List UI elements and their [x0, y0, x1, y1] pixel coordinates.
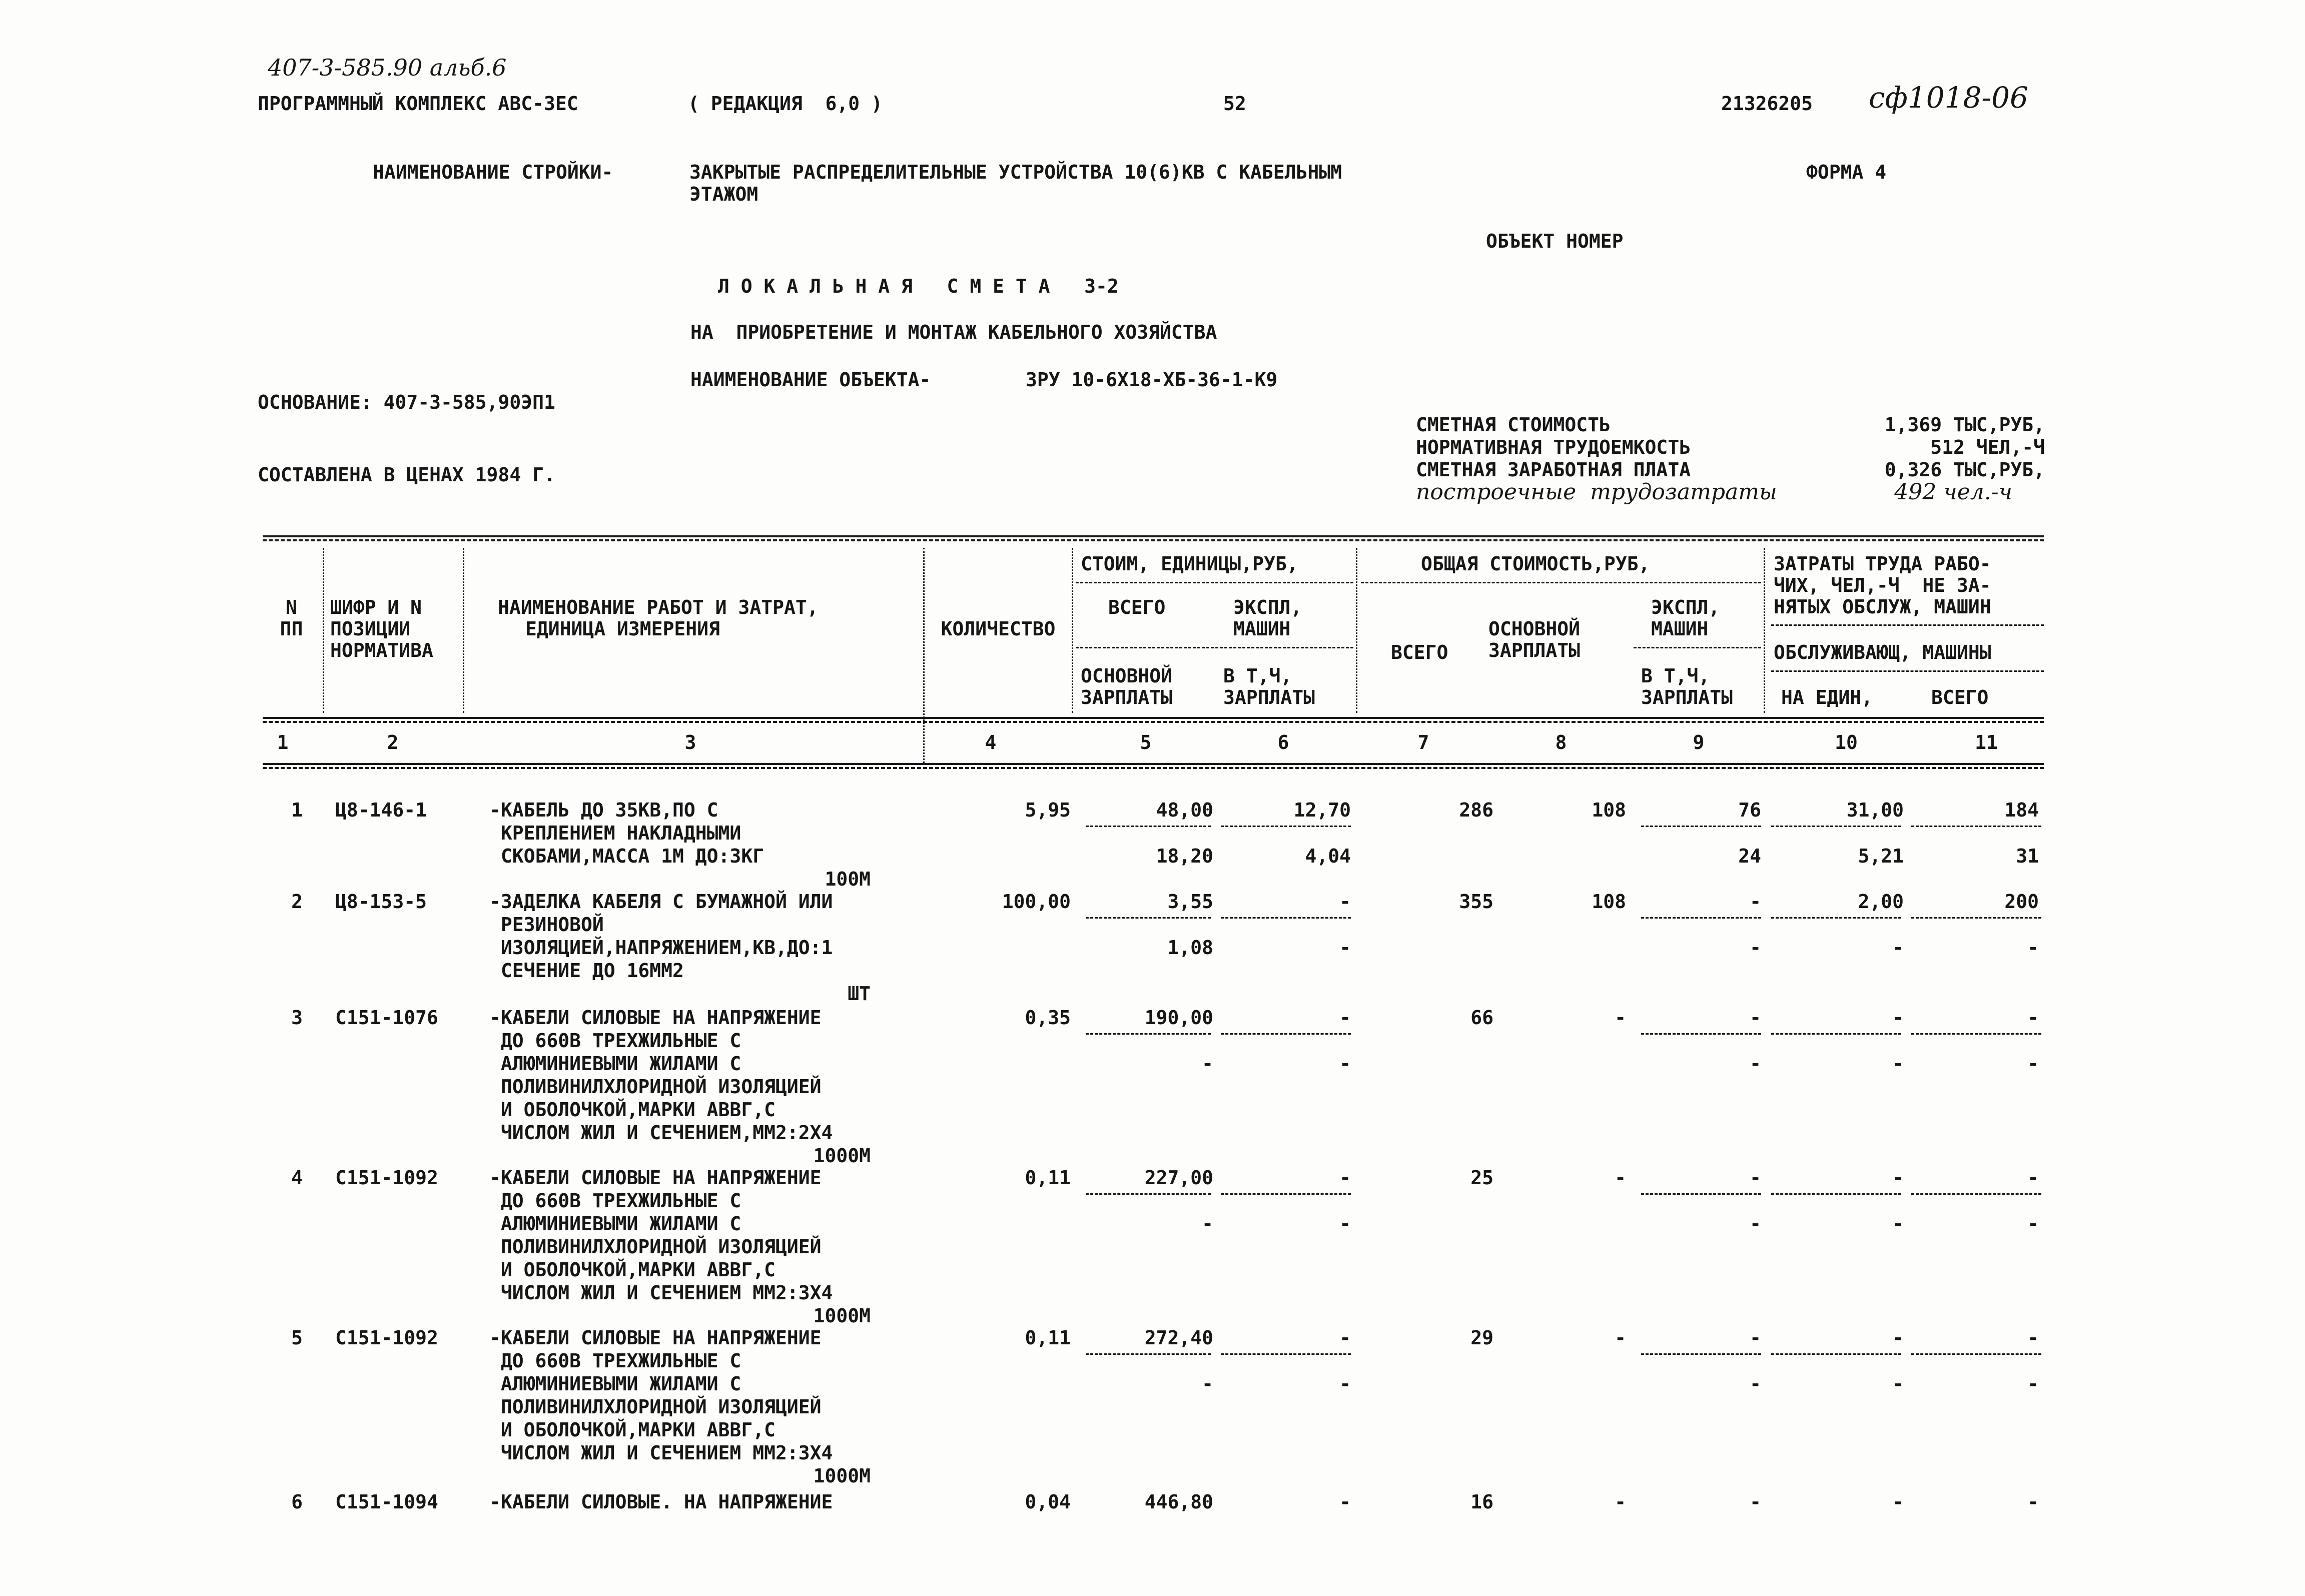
handwritten-album-code: 407-3-585.90 альб.6 — [268, 54, 507, 81]
header-total-incl-wage: ЗАРПЛАТЫ — [1641, 686, 1733, 708]
cell-qty: 0,11 — [1025, 1167, 1071, 1189]
cell-separator — [1771, 1353, 1901, 1355]
cell-separator — [1771, 826, 1901, 827]
header-quantity: КОЛИЧЕСТВО — [941, 618, 1056, 640]
cell-separator — [1771, 917, 1901, 919]
cell-separator — [1771, 1033, 1901, 1035]
construction-label: НАИМЕНОВАНИЕ СТРОЙКИ- — [373, 161, 613, 183]
work-description: -ЗАДЕЛКА КАБЕЛЯ С БУМАЖНОЙ ИЛИ — [489, 891, 833, 913]
handwritten-stamp: сф1018-06 — [1869, 81, 2028, 115]
header-rule — [263, 767, 2044, 769]
position-code: С151-1076 — [335, 1007, 438, 1029]
cell-t-incl: - — [1750, 1053, 1761, 1075]
work-description: АЛЮМИНИЕВЫМИ ЖИЛАМИ С — [489, 1373, 741, 1395]
cell-separator — [1641, 1193, 1761, 1195]
cell-separator — [1641, 1353, 1761, 1355]
cell-l-unit: - — [1892, 1491, 1904, 1513]
work-description: АЛЮМИНИЕВЫМИ ЖИЛАМИ С — [489, 1213, 741, 1235]
cell-t-incl: - — [1750, 1373, 1761, 1395]
header-total-wage: ЗАРПЛАТЫ — [1488, 639, 1581, 661]
object-name-value: ЗРУ 10-6Х18-ХБ-36-1-К9 — [1026, 369, 1278, 391]
work-description: ЧИСЛОМ ЖИЛ И СЕЧЕНИЕМ,ММ2:2Х4 — [489, 1122, 833, 1144]
cell-t-wage: 108 — [1592, 891, 1626, 913]
cell-num: 2 — [291, 891, 303, 913]
column-number: 2 — [387, 731, 399, 753]
cell-u-incl: - — [1339, 1053, 1351, 1075]
summary-label: СМЕТНАЯ ЗАРАБОТНАЯ ПЛАТА — [1416, 459, 1691, 481]
cell-u-total: 3,55 — [1167, 891, 1213, 913]
cell-u-mach: - — [1339, 891, 1351, 913]
cell-t-wage: - — [1615, 1007, 1626, 1029]
column-number: 3 — [684, 731, 696, 753]
header-row-number: ПП — [280, 618, 303, 640]
cell-num: 5 — [291, 1327, 303, 1349]
header-code: НОРМАТИВА — [330, 639, 433, 661]
cell-u-incl: 4,04 — [1305, 845, 1351, 867]
cell-num: 1 — [291, 799, 303, 821]
work-description: И ОБОЛОЧКОЙ,МАРКИ АВВГ,С — [489, 1419, 776, 1441]
estimate-title: Л О К А Л Ь Н А Я С М Е Т А 3-2 — [718, 275, 1119, 297]
cell-t-total: 355 — [1459, 891, 1493, 913]
cell-u-wage: - — [1202, 1053, 1213, 1075]
header-total-incl-wage: В Т,Ч, — [1641, 665, 1710, 687]
work-description: -КАБЕЛИ СИЛОВЫЕ НА НАПРЯЖЕНИЕ — [489, 1327, 822, 1349]
header-unit-machines: ЭКСПЛ, — [1233, 596, 1302, 618]
work-description: ДО 660В ТРЕХЖИЛЬНЫЕ С — [489, 1030, 741, 1052]
cell-l-total: 184 — [2004, 799, 2039, 821]
cell-qty: 100,00 — [1002, 891, 1071, 913]
header-code: ШИФР И N — [330, 596, 422, 618]
header-subrule — [1361, 582, 1761, 583]
work-description: ПОЛИВИНИЛХЛОРИДНОЙ ИЗОЛЯЦИЕЙ — [489, 1076, 822, 1098]
header-unit-incl-wage: ЗАРПЛАТЫ — [1223, 686, 1315, 708]
cell-m-unit: - — [1892, 1053, 1904, 1075]
column-divider — [463, 548, 464, 713]
summary-label: СМЕТНАЯ СТОИМОСТЬ — [1416, 414, 1611, 436]
cell-num: 3 — [291, 1007, 303, 1029]
column-number: 11 — [1975, 731, 1998, 753]
work-description: -КАБЕЛИ СИЛОВЫЕ. НА НАПРЯЖЕНИЕ — [489, 1491, 833, 1513]
cell-t-incl: - — [1750, 1213, 1761, 1235]
program-name: ПРОГРАММНЫЙ КОМПЛЕКС АВС-3ЕС — [258, 93, 578, 115]
summary-value: 492 чел.-ч — [1894, 479, 2012, 505]
cell-u-wage: 18,20 — [1156, 845, 1213, 867]
cell-t-total: 25 — [1470, 1167, 1493, 1189]
document-number: 21326205 — [1721, 93, 1813, 115]
work-description: -КАБЕЛИ СИЛОВЫЕ НА НАПРЯЖЕНИЕ — [489, 1167, 822, 1189]
cell-separator — [1911, 1353, 2041, 1355]
cell-m-total: - — [2027, 1213, 2039, 1235]
cell-m-unit: - — [1892, 937, 1904, 959]
header-unit-total: ВСЕГО — [1108, 596, 1166, 618]
header-rule — [263, 717, 2044, 719]
header-subrule — [1771, 670, 2044, 672]
cell-separator — [1221, 1353, 1351, 1355]
cell-u-wage: - — [1202, 1373, 1213, 1395]
header-subrule — [1076, 647, 1353, 648]
cell-t-total: 29 — [1470, 1327, 1493, 1349]
column-number: 4 — [985, 731, 997, 753]
header-work-name: ЕДИНИЦА ИЗМЕРЕНИЯ — [525, 618, 720, 640]
cell-separator — [1641, 917, 1761, 919]
measure-unit: 1000М — [813, 1145, 871, 1167]
work-description: И ОБОЛОЧКОЙ,МАРКИ АВВГ,С — [489, 1259, 776, 1281]
cell-separator — [1641, 826, 1761, 827]
cell-t-total: 16 — [1470, 1491, 1493, 1513]
cell-separator — [1086, 917, 1211, 919]
cell-t-wage: 108 — [1592, 799, 1626, 821]
header-labor-group: НЯТЫХ ОБСЛУЖ, МАШИН — [1774, 596, 1991, 618]
cell-qty: 5,95 — [1025, 799, 1071, 821]
work-description: СКОБАМИ,МАССА 1М ДО:3КГ — [489, 845, 764, 867]
work-description: ИЗОЛЯЦИЕЙ,НАПРЯЖЕНИЕМ,КВ,ДО:1 — [489, 937, 833, 959]
column-divider — [1072, 548, 1073, 713]
cell-l-total: - — [2027, 1167, 2039, 1189]
header-total-wage: ОСНОВНОЙ — [1488, 618, 1581, 640]
work-description: ДО 660В ТРЕХЖИЛЬНЫЕ С — [489, 1190, 741, 1212]
cell-separator — [1641, 1033, 1761, 1035]
header-subrule — [1076, 582, 1353, 583]
cell-l-total: - — [2027, 1007, 2039, 1029]
column-number: 7 — [1417, 731, 1429, 753]
cell-t-wage: - — [1615, 1327, 1626, 1349]
cell-t-incl: 24 — [1738, 845, 1761, 867]
cell-t-mach: 76 — [1738, 799, 1761, 821]
work-description: РЕЗИНОВОЙ — [489, 914, 604, 936]
header-work-name: НАИМЕНОВАНИЕ РАБОТ И ЗАТРАТ, — [498, 596, 819, 618]
column-number: 6 — [1277, 731, 1289, 753]
column-number: 10 — [1835, 731, 1858, 753]
cell-u-total: 48,00 — [1156, 799, 1213, 821]
cell-t-mach: - — [1750, 1491, 1761, 1513]
work-description: АЛЮМИНИЕВЫМИ ЖИЛАМИ С — [489, 1053, 741, 1075]
table-top-rule — [263, 539, 2044, 541]
header-subrule — [1771, 624, 2044, 626]
work-description: И ОБОЛОЧКОЙ,МАРКИ АВВГ,С — [489, 1099, 776, 1121]
cell-u-incl: - — [1339, 1373, 1351, 1395]
cell-m-unit: - — [1892, 1373, 1904, 1395]
summary-value: 1,369 ТЫС,РУБ, — [1884, 414, 2045, 436]
cell-t-wage: - — [1615, 1491, 1626, 1513]
cell-l-unit: - — [1892, 1327, 1904, 1349]
form-label: ФОРМА 4 — [1806, 161, 1887, 183]
column-number: 8 — [1555, 731, 1567, 753]
cell-u-mach: 12,70 — [1293, 799, 1351, 821]
work-description: -КАБЕЛЬ ДО 35КВ,ПО С — [489, 799, 718, 821]
header-row-number: N — [286, 596, 297, 618]
header-code: ПОЗИЦИИ — [330, 618, 411, 640]
header-unit-wage: ЗАРПЛАТЫ — [1081, 686, 1173, 708]
cell-m-total: - — [2027, 1053, 2039, 1075]
cell-qty: 0,11 — [1025, 1327, 1071, 1349]
cell-separator — [1086, 826, 1211, 827]
cell-u-mach: - — [1339, 1167, 1351, 1189]
header-unit-cost-group: СТОИМ, ЕДИНИЦЫ,РУБ, — [1081, 553, 1298, 575]
cell-separator — [1771, 1193, 1901, 1195]
column-number: 1 — [277, 731, 289, 753]
work-description: КРЕПЛЕНИЕМ НАКЛАДНЫМИ — [489, 822, 741, 844]
work-description: ПОЛИВИНИЛХЛОРИДНОЙ ИЗОЛЯЦИЕЙ — [489, 1396, 822, 1418]
cell-l-unit: - — [1892, 1007, 1904, 1029]
column-number: 5 — [1140, 731, 1152, 753]
position-code: С151-1094 — [335, 1491, 438, 1513]
measure-unit: 1000М — [813, 1465, 871, 1487]
cell-u-wage: 1,08 — [1167, 937, 1213, 959]
cell-l-unit: 2,00 — [1858, 891, 1904, 913]
header-labor-group: ЗАТРАТЫ ТРУДА РАБО- — [1774, 553, 1991, 575]
cell-u-total: 227,00 — [1144, 1167, 1213, 1189]
header-total-machines: ЭКСПЛ, — [1651, 596, 1720, 618]
header-unit-incl-wage: В Т,Ч, — [1223, 665, 1292, 687]
cell-separator — [1221, 826, 1351, 827]
cell-num: 6 — [291, 1491, 303, 1513]
cell-t-total: 286 — [1459, 799, 1493, 821]
cell-t-mach: - — [1750, 891, 1761, 913]
cell-t-total: 66 — [1470, 1007, 1493, 1029]
header-total-all: ВСЕГО — [1391, 641, 1448, 663]
header-labor-per-unit: НА ЕДИН, — [1781, 686, 1873, 708]
column-divider — [1356, 548, 1357, 713]
work-description: ЧИСЛОМ ЖИЛ И СЕЧЕНИЕМ ММ2:3Х4 — [489, 1282, 833, 1304]
cell-separator — [1911, 1193, 2041, 1195]
page-number: 52 — [1223, 93, 1246, 115]
cell-l-unit: 31,00 — [1846, 799, 1904, 821]
header-rule — [263, 721, 2044, 723]
position-code: С151-1092 — [335, 1327, 438, 1349]
cell-m-total: 31 — [2016, 845, 2039, 867]
object-number-label: ОБЪЕКТ НОМЕР — [1486, 230, 1624, 252]
cell-u-mach: - — [1339, 1007, 1351, 1029]
cell-separator — [1911, 826, 2041, 827]
header-unit-wage: ОСНОВНОЙ — [1081, 665, 1173, 687]
position-code: С151-1092 — [335, 1167, 438, 1189]
cell-separator — [1221, 1033, 1351, 1035]
position-code: Ц8-146-1 — [335, 799, 427, 821]
cell-u-incl: - — [1339, 1213, 1351, 1235]
header-unit-machines: МАШИН — [1233, 618, 1291, 640]
cell-separator — [1221, 1193, 1351, 1195]
measure-unit: 100М — [825, 868, 871, 890]
cell-t-incl: - — [1750, 937, 1761, 959]
basis: ОСНОВАНИЕ: 407-3-585,90ЭП1 — [258, 391, 555, 413]
work-description: СЕЧЕНИЕ ДО 16ММ2 — [489, 960, 684, 982]
header-rule — [263, 763, 2044, 765]
cell-qty: 0,04 — [1025, 1491, 1071, 1513]
construction-name-line2: ЭТАЖОМ — [689, 183, 758, 205]
cell-l-total: 200 — [2004, 891, 2039, 913]
work-description: -КАБЕЛИ СИЛОВЫЕ НА НАПРЯЖЕНИЕ — [489, 1007, 822, 1029]
cell-separator — [1221, 917, 1351, 919]
work-description: ЧИСЛОМ ЖИЛ И СЕЧЕНИЕМ ММ2:3Х4 — [489, 1442, 833, 1464]
header-labor-total: ВСЕГО — [1931, 686, 1989, 708]
cell-t-wage: - — [1615, 1167, 1626, 1189]
header-labor-service: ОБСЛУЖИВАЮЩ, МАШИНЫ — [1774, 641, 1991, 663]
cell-u-mach: - — [1339, 1491, 1351, 1513]
cell-t-mach: - — [1750, 1167, 1761, 1189]
estimate-subtitle: НА ПРИОБРЕТЕНИЕ И МОНТАЖ КАБЕЛЬНОГО ХОЗЯЙСТВА — [690, 321, 1217, 343]
column-divider — [923, 548, 925, 763]
cell-m-total: - — [2027, 937, 2039, 959]
header-labor-group: ЧИХ, ЧЕЛ,-Ч НЕ ЗА- — [1774, 574, 1991, 596]
cell-m-unit: 5,21 — [1858, 845, 1904, 867]
cell-u-total: 272,40 — [1144, 1327, 1213, 1349]
cell-u-total: 446,80 — [1144, 1491, 1213, 1513]
cell-m-total: - — [2027, 1373, 2039, 1395]
position-code: Ц8-153-5 — [335, 891, 427, 913]
cell-num: 4 — [291, 1167, 303, 1189]
measure-unit: ШТ — [848, 983, 871, 1005]
work-description: ДО 660В ТРЕХЖИЛЬНЫЕ С — [489, 1350, 741, 1372]
cell-u-total: 190,00 — [1144, 1007, 1213, 1029]
cell-separator — [1086, 1193, 1211, 1195]
summary-value: 0,326 ТЫС,РУБ, — [1884, 459, 2045, 481]
cell-u-mach: - — [1339, 1327, 1351, 1349]
cell-qty: 0,35 — [1025, 1007, 1071, 1029]
cell-t-mach: - — [1750, 1007, 1761, 1029]
column-divider — [323, 548, 324, 713]
cell-separator — [1086, 1033, 1211, 1035]
cell-l-total: - — [2027, 1491, 2039, 1513]
header-total-machines: МАШИН — [1651, 618, 1709, 640]
header-total-cost-group: ОБЩАЯ СТОИМОСТЬ,РУБ, — [1421, 553, 1650, 575]
cell-separator — [1086, 1353, 1211, 1355]
table-top-rule — [263, 535, 2044, 537]
program-edition: ( РЕДАКЦИЯ 6,0 ) — [688, 93, 883, 115]
price-level: СОСТАВЛЕНА В ЦЕНАХ 1984 Г. — [258, 464, 555, 486]
header-subrule — [1634, 647, 1761, 648]
summary-label: построечные трудозатраты — [1416, 479, 1777, 505]
cell-u-wage: - — [1202, 1213, 1213, 1235]
measure-unit: 1000М — [813, 1305, 871, 1327]
cell-t-mach: - — [1750, 1327, 1761, 1349]
cell-separator — [1911, 917, 2041, 919]
cell-separator — [1911, 1033, 2041, 1035]
cell-l-total: - — [2027, 1327, 2039, 1349]
summary-label: НОРМАТИВНАЯ ТРУДОЕМКОСТЬ — [1416, 436, 1691, 458]
object-name-label: НАИМЕНОВАНИЕ ОБЪЕКТА- — [690, 369, 931, 391]
construction-name-line1: ЗАКРЫТЫЕ РАСПРЕДЕЛИТЕЛЬНЫЕ УСТРОЙСТВА 10(6)КВ С КАБЕЛЬНЫМ — [689, 161, 1342, 183]
summary-value: 512 ЧЕЛ,-Ч — [1930, 436, 2045, 458]
cell-m-unit: - — [1892, 1213, 1904, 1235]
column-number: 9 — [1693, 731, 1705, 753]
cell-u-incl: - — [1339, 937, 1351, 959]
column-divider — [1764, 548, 1765, 713]
cell-l-unit: - — [1892, 1167, 1904, 1189]
work-description: ПОЛИВИНИЛХЛОРИДНОЙ ИЗОЛЯЦИЕЙ — [489, 1236, 822, 1258]
